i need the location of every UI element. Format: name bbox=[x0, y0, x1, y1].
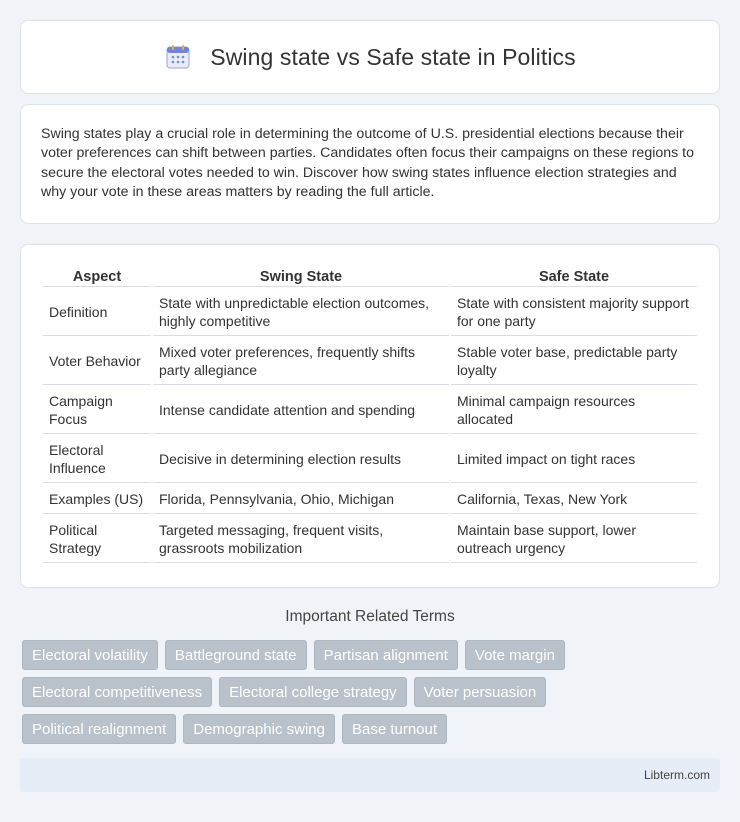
tag-demographic-swing[interactable]: Demographic swing bbox=[183, 714, 335, 744]
tag-electoral-college-strategy[interactable]: Electoral college strategy bbox=[219, 677, 407, 707]
row-safe-value: Maintain base support, lower outreach urgency bbox=[451, 516, 697, 563]
table-row bbox=[43, 516, 697, 563]
row-safe-value: California, Texas, New York bbox=[451, 485, 697, 514]
tag-electoral-volatility[interactable]: Electoral volatility bbox=[22, 640, 158, 670]
row-aspect: Electoral Influence bbox=[43, 436, 151, 483]
row-swing-value: Targeted messaging, frequent visits, grassroots mobilization bbox=[153, 516, 449, 563]
intro-card bbox=[20, 104, 720, 224]
table-header-row bbox=[43, 267, 697, 287]
calendar-icon bbox=[164, 43, 192, 71]
header-card bbox=[20, 20, 720, 94]
table-row bbox=[43, 289, 697, 336]
row-safe-value: Stable voter base, predictable party loyalty bbox=[451, 338, 697, 385]
tag-row bbox=[22, 677, 722, 707]
tag-row bbox=[22, 640, 722, 670]
row-safe-value: Minimal campaign resources allocated bbox=[451, 387, 697, 434]
header-swing-state: Swing State bbox=[153, 267, 449, 287]
row-aspect: Voter Behavior bbox=[43, 338, 151, 385]
comparison-card bbox=[20, 244, 720, 588]
table-row bbox=[43, 387, 697, 434]
header-safe-state: Safe State bbox=[451, 267, 697, 287]
tag-partisan-alignment[interactable]: Partisan alignment bbox=[314, 640, 458, 670]
row-swing-value: Mixed voter preferences, frequently shifts party allegiance bbox=[153, 338, 449, 385]
tag-voter-persuasion[interactable]: Voter persuasion bbox=[414, 677, 547, 707]
table-row bbox=[43, 436, 697, 483]
row-safe-value: State with consistent majority support for one party bbox=[451, 289, 697, 336]
intro-paragraph: Swing states play a crucial role in determining the outcome of U.S. presidential elections because their voter preferences can shift between parties. Candidates often focus their campaigns on these regions to secure the electoral votes needed to win. Discover how swing states influence election strategies and why your vote in these areas matters by reading the full article. bbox=[41, 126, 695, 201]
row-swing-value: Decisive in determining election results bbox=[153, 436, 449, 483]
footer bbox=[20, 758, 720, 792]
tag-political-realignment[interactable]: Political realignment bbox=[22, 714, 176, 744]
related-terms-list bbox=[22, 640, 722, 751]
header bbox=[164, 43, 575, 71]
page-title: Swing state vs Safe state in Politics bbox=[210, 43, 576, 70]
row-aspect: Examples (US) bbox=[43, 485, 151, 514]
table-row bbox=[43, 338, 697, 385]
comparison-table bbox=[41, 265, 699, 565]
row-aspect: Definition bbox=[43, 289, 151, 336]
footer-site-link[interactable]: Libterm.com bbox=[643, 768, 710, 782]
tag-electoral-competitiveness[interactable]: Electoral competitiveness bbox=[22, 677, 212, 707]
tag-battleground-state[interactable]: Battleground state bbox=[165, 640, 307, 670]
row-swing-value: Intense candidate attention and spending bbox=[153, 387, 449, 434]
related-terms-title: Important Related Terms bbox=[285, 608, 455, 625]
row-aspect: Campaign Focus bbox=[43, 387, 151, 434]
row-swing-value: Florida, Pennsylvania, Ohio, Michigan bbox=[153, 485, 449, 514]
row-safe-value: Limited impact on tight races bbox=[451, 436, 697, 483]
tag-vote-margin[interactable]: Vote margin bbox=[465, 640, 565, 670]
table-row bbox=[43, 485, 697, 514]
row-swing-value: State with unpredictable election outcomes, highly competitive bbox=[153, 289, 449, 336]
tag-row bbox=[22, 714, 722, 744]
tag-base-turnout[interactable]: Base turnout bbox=[342, 714, 447, 744]
header-aspect: Aspect bbox=[43, 267, 151, 287]
row-aspect: Political Strategy bbox=[43, 516, 151, 563]
